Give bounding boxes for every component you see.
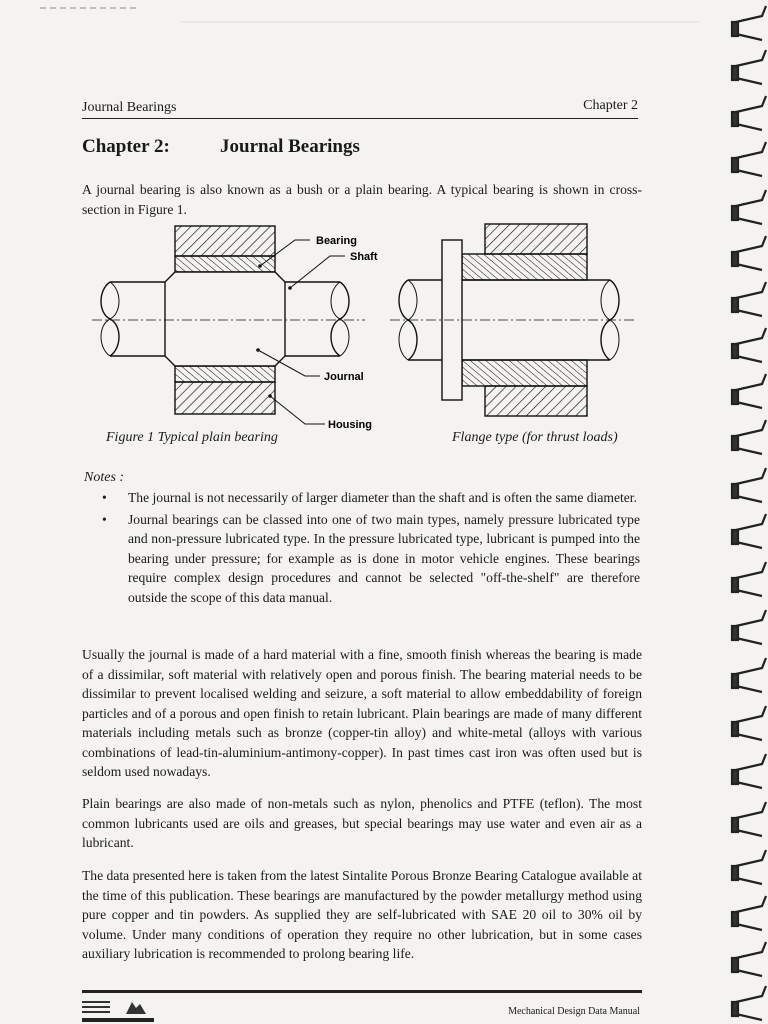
publisher-logo — [82, 998, 162, 1022]
flange-bearing-drawing — [390, 224, 635, 416]
chapter-heading — [82, 136, 360, 158]
label-journal: Journal — [324, 371, 364, 383]
figure-caption: Figure 1 Typical plain bearing — [106, 430, 278, 445]
header-section-title: Journal Bearings — [82, 100, 177, 115]
footer-manual-title: Mechanical Design Data Manual — [508, 1006, 640, 1017]
label-housing: Housing — [328, 419, 372, 431]
footer-rule — [82, 990, 642, 993]
paragraph-non-metals: Plain bearings are also made of non-metals such as nylon, phenolics and PTFE (teflon). The most common lubricants used are oils and greases, but special bearings may use water and even air as a lubricant. — [82, 796, 642, 850]
flange-caption: Flange type (for thrust loads) — [452, 430, 618, 445]
notes-heading: Notes : — [84, 470, 125, 485]
notes-list — [100, 488, 640, 610]
chapter-title: Journal Bearings — [220, 136, 360, 157]
paragraph-materials: Usually the journal is made of a hard material with a fine, smooth finish whereas the bearing is made of a dissimilar, soft material with relatively open and porous finish. The bearing material needs to be dissimilar to prevent localised welding and seizure, a soft material to allow embeddability of foreign particles and of a porous and open finish to retain lubricant. Plain bearings are made of many different materials including metals such as bronze (copper-tin alloy) and white-metal (alloys with various combinations of lead-tin-aluminium-antimony-copper). In past times cast iron was often used but is seldom used nowadays. — [82, 647, 642, 779]
intro-paragraph: A journal bearing is also known as a bush or a plain bearing. A typical bearing is shown in cross-section in Figure 1. — [82, 182, 642, 217]
note-item: • The journal is not necessarily of larger diameter than the shaft and is often the same diameter. — [100, 488, 640, 508]
plain-bearing-drawing — [92, 226, 378, 431]
note-item: • Journal bearings can be classed into one of two main types, namely pressure lubricated type and non-pressure lubricated type. In the pressure lubricated type, lubricant is pumped into the bearing under pressure; for example as is done in motor vehicle engines. These bearings require complex design procedures and cannot be selected "off-the-shelf" are therefore outside the scope of this data manual. — [100, 510, 640, 608]
label-bearing: Bearing — [316, 235, 357, 247]
paragraph-data-source: The data presented here is taken from the latest Sintalite Porous Bronze Bearing Catalogue available at the time of this publication. These bearings are manufactured by the powder metallurgy method using pure copper and tin powders. As supplied they are self-lubricated with SAE 20 oil to 30% oil by volume. Under many conditions of operation they require no other lubrication, but in some cases auxiliary lubrication is recommended to prolong bearing life. — [82, 868, 642, 961]
label-shaft: Shaft — [350, 251, 378, 263]
header-chapter: Chapter 2 — [583, 98, 638, 113]
chapter-number: Chapter 2: — [82, 136, 170, 157]
top-scan-artifact — [0, 0, 768, 40]
spiral-binding — [722, 0, 768, 1024]
bearing-figure — [90, 218, 650, 438]
running-header — [82, 98, 638, 119]
